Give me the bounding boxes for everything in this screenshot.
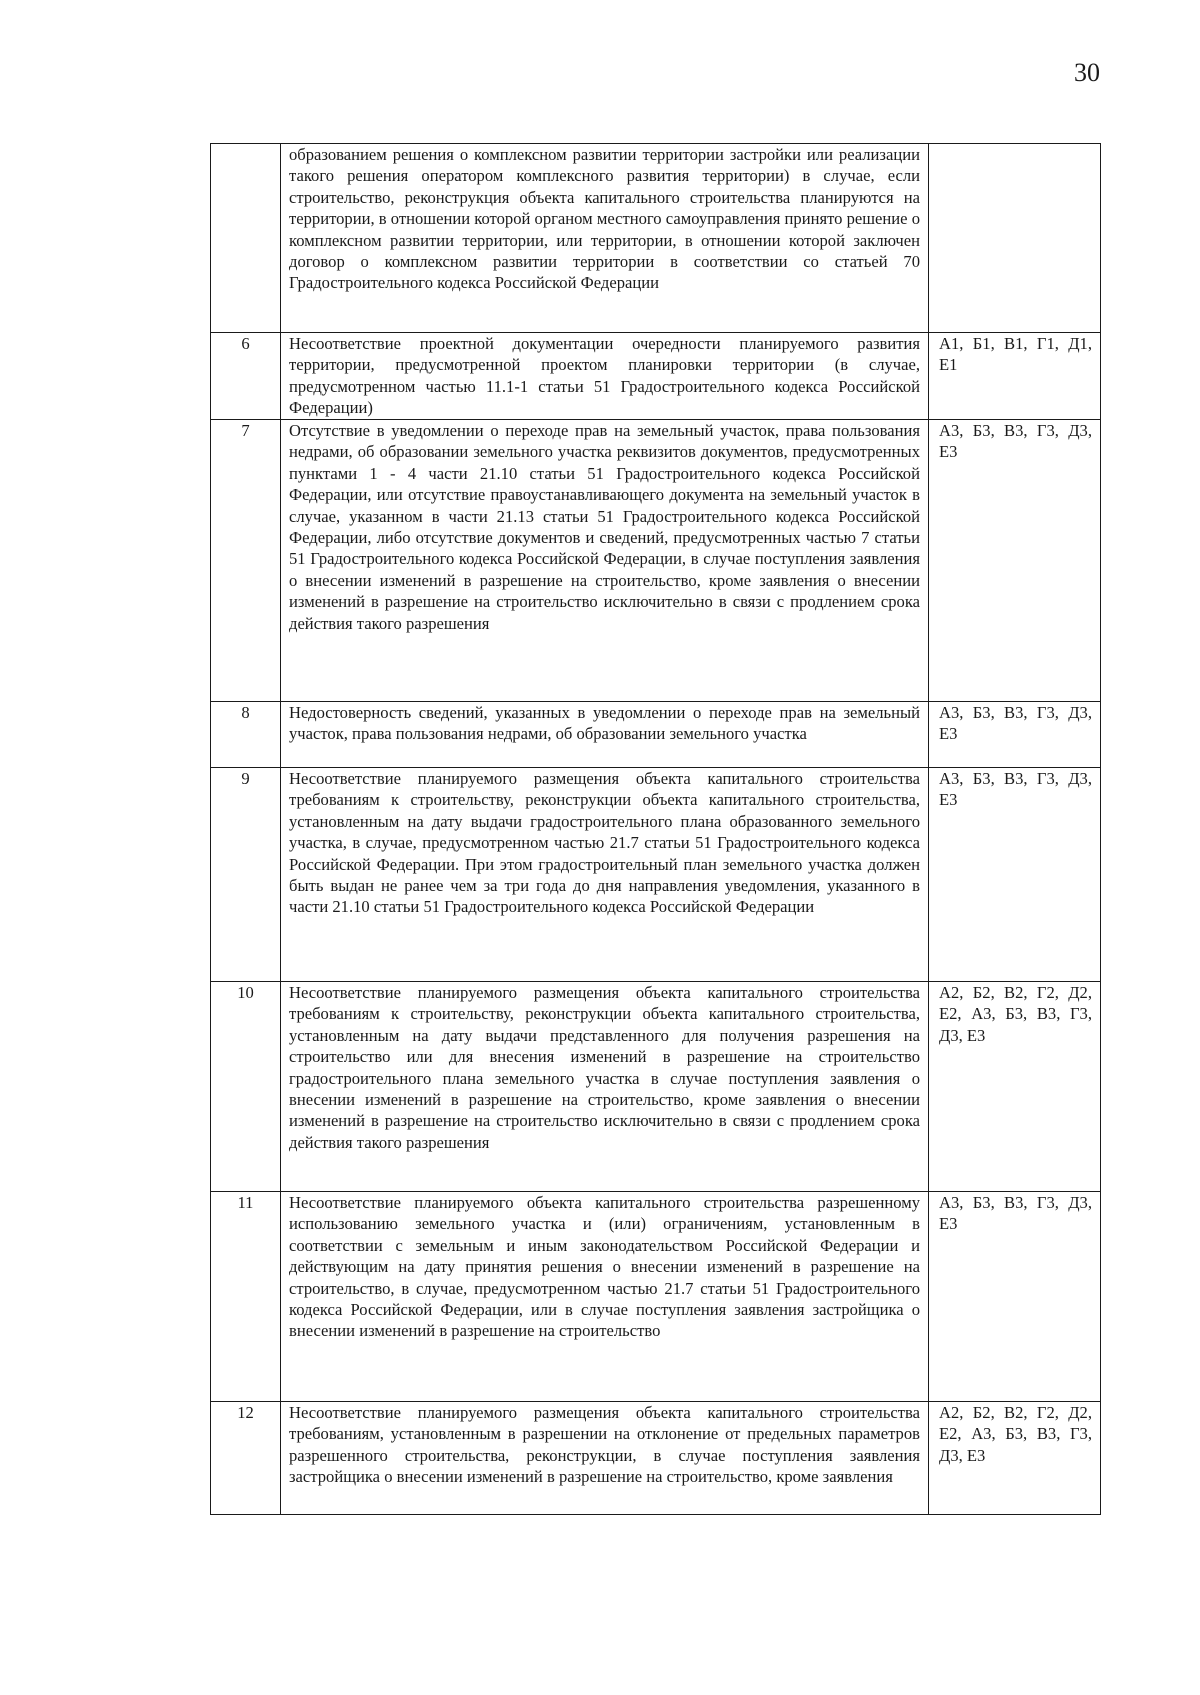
row-number: 8	[211, 702, 281, 768]
row-description: Несоответствие планируемого размещения объекта капитального строительства требованиям к строительству, реконструкции объекта капитального строительства, установленным на дату выдачи представленного для получения разрешения на строительство или для внесения изменений в разрешение на строительство градостроительного плана земельного участка в случае поступления заявления о внесении изменений в разрешение на строительство, кроме заявления о внесении изменений в разрешение на строительство исключительно в связи с продлением срока действия такого разрешения	[281, 982, 929, 1192]
row-number: 12	[211, 1402, 281, 1515]
row-codes: А3, Б3, В3, Г3, Д3, Е3	[929, 420, 1101, 702]
row-description: Несоответствие планируемого размещения объекта капитального строительства требованиям, установленным в разрешении на отклонение от предельных параметров разрешенного строительства, реконструкции, в случае поступления заявления застройщика о внесении изменений в разрешение на строительство, кроме заявления	[281, 1402, 929, 1515]
row-description: Несоответствие планируемого размещения объекта капитального строительства требованиям к строительству, реконструкции объекта капитального строительства, установленным на дату выдачи градостроительного плана образованного земельного участка, в случае, предусмотренном частью 21.7 статьи 51 Градостроительного кодекса Российской Федерации. При этом градостроительный план земельного участка должен быть выдан не ранее чем за три года до дня направления уведомления, указанного в части 21.10 статьи 51 Градостроительного кодекса Российской Федерации	[281, 768, 929, 982]
row-codes: А1, Б1, В1, Г1, Д1, Е1	[929, 333, 1101, 420]
table-row	[211, 1402, 1101, 1515]
row-number: 7	[211, 420, 281, 702]
row-codes: А2, Б2, В2, Г2, Д2, Е2, А3, Б3, В3, Г3, Д3, Е3	[929, 1402, 1101, 1515]
row-codes: А2, Б2, В2, Г2, Д2, Е2, А3, Б3, В3, Г3, Д3, Е3	[929, 982, 1101, 1192]
row-codes: А3, Б3, В3, Г3, Д3, Е3	[929, 1192, 1101, 1402]
row-number: 10	[211, 982, 281, 1192]
table-row	[211, 333, 1101, 420]
row-description: Отсутствие в уведомлении о переходе прав на земельный участок, права пользования недрами, об образовании земельного участка реквизитов документов, предусмотренных пунктами 1 - 4 части 21.10 статьи 51 Градостроительного кодекса Российской Федерации, или отсутствие правоустанавливающего документа на земельный участок в случае, указанном в части 21.13 статьи 51 Градостроительного кодекса Российской Федерации, либо отсутствие документов и сведений, предусмотренных частью 7 статьи 51 Градостроительного кодекса Российской Федерации, в случае поступления заявления о внесении изменений в разрешение на строительство, кроме заявления о внесении изменений в разрешение на строительство исключительно в связи с продлением срока действия такого разрешения	[281, 420, 929, 702]
table-row	[211, 702, 1101, 768]
table-row	[211, 420, 1101, 702]
grounds-table	[210, 143, 1101, 1515]
table-row	[211, 1192, 1101, 1402]
row-number: 11	[211, 1192, 281, 1402]
row-codes	[929, 144, 1101, 333]
row-number	[211, 144, 281, 333]
row-description: образованием решения о комплексном развитии территории застройки или реализации такого решения оператором комплексного развития территории) в случае, если строительство, реконструкция объекта капитального строительства планируются на территории, в отношении которой органом местного самоуправления принято решение о комплексном развитии территории, или территории, в отношении которой заключен договор о комплексном развитии территории в соответствии со статьей 70 Градостроительного кодекса Российской Федерации	[281, 144, 929, 333]
row-number: 6	[211, 333, 281, 420]
row-number: 9	[211, 768, 281, 982]
table-row	[211, 982, 1101, 1192]
table-row	[211, 768, 1101, 982]
row-codes: А3, Б3, В3, Г3, Д3, Е3	[929, 702, 1101, 768]
row-codes: А3, Б3, В3, Г3, Д3, Е3	[929, 768, 1101, 982]
table-row	[211, 144, 1101, 333]
row-description: Несоответствие проектной документации очередности планируемого развития территории, предусмотренной проектом планировки территории (в случае, предусмотренном частью 11.1-1 статьи 51 Градостроительного кодекса Российской Федерации)	[281, 333, 929, 420]
row-description: Несоответствие планируемого объекта капитального строительства разрешенному использованию земельного участка и (или) ограничениям, установленным в соответствии с земельным и иным законодательством Российской Федерации и действующим на дату принятия решения о внесении изменений в разрешение на строительство, в случае, предусмотренном частью 21.7 статьи 51 Градостроительного кодекса Российской Федерации, или в случае поступления заявления застройщика о внесении изменений в разрешение на строительство	[281, 1192, 929, 1402]
page-number: 30	[1074, 58, 1100, 87]
row-description: Недостоверность сведений, указанных в уведомлении о переходе прав на земельный участок, права пользования недрами, об образовании земельного участка	[281, 702, 929, 768]
